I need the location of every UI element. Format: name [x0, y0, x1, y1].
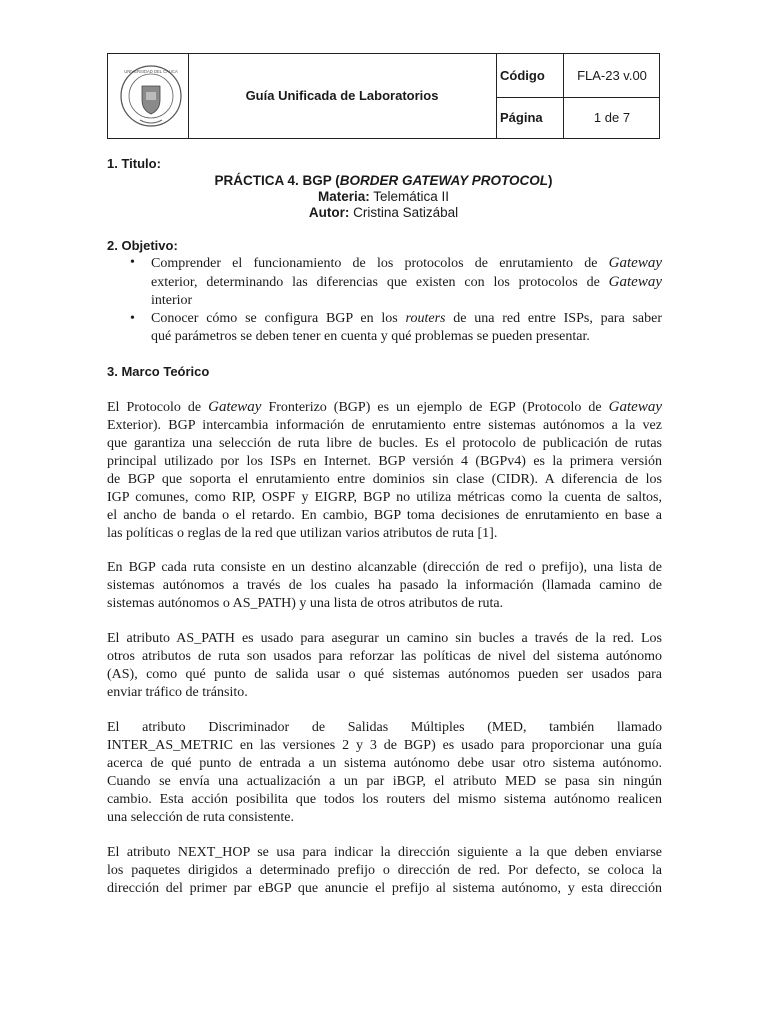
document-header: [107, 53, 660, 139]
header-divider: [496, 97, 659, 98]
practice-title: PRÁCTICA 4. BGP (BORDER GATEWAY PROTOCOL): [214, 173, 553, 188]
section-heading-title: 1. Titulo:: [107, 156, 161, 171]
code-label: Código: [500, 68, 545, 83]
subject-line: Materia: Telemática II: [317, 189, 450, 204]
paragraph: En BGP cada ruta consiste en un destino alcanzable (dirección de red o prefijo), una lista de sistemas autónomos a través de los cuales ha pasado la información (llamada camino de sistemas autónomos o AS_PATH) y una lista de otros atributos de ruta.: [107, 560, 662, 611]
objective-bullet: • Comprender el funcionamiento de los protocolos de enrutamiento de Gateway exterior, determinando las diferencias que existen con los protocolos de Gateway interior: [130, 255, 662, 308]
header-divider: [563, 54, 564, 138]
author-line: Autor: Cristina Satizábal: [308, 205, 459, 220]
bullet-dot: •: [130, 311, 135, 326]
page-value: 1 de 7: [593, 110, 631, 125]
paragraph: El Protocolo de Gateway Fronterizo (BGP) es un ejemplo de EGP (Protocolo de Gateway Exterior). BGP intercambia información de enrutamiento entre sistemas autónomos a la vez que garantiza una selección de ruta libre de bucles. Es el protocolo de publicación de rutas principal utilizado por los ISPs en Internet. BGP versión 4 (BGPv4) es la primera versión de BGP que soporta el enrutamiento entre dominios sin clase (CIDR). A diferencia de los IGP comunes, como RIP, OSPF y EIGRP, BGP no utiliza métricas como la cuenta de saltos, el ancho de banda o el retardo. En cambio, BGP toma decisiones de enrutamiento en base a las políticas o reglas de la red que utilizan varios atributos de ruta [1].: [107, 399, 662, 541]
paragraph: El atributo AS_PATH es usado para asegurar un camino sin bucles a través de la red. Los otros atributos de ruta son usados para reforzar las políticas de nivel del sistema autónomo (AS), como qué punto de salida usar o qué sistemas autónomos pueden ser usados para enviar tráfico de tránsito.: [107, 631, 662, 700]
objective-bullet: • Conocer cómo se configura BGP en los routers de una red entre ISPs, para saber qué parámetros se deben tener en cuenta y qué problemas se pueden presentar.: [130, 311, 662, 344]
page-label: Página: [500, 110, 543, 125]
header-divider: [496, 54, 497, 138]
header-title: Guía Unificada de Laboratorios: [245, 88, 439, 103]
section-heading-theory: 3. Marco Teórico: [107, 364, 210, 379]
university-seal-logo: [118, 62, 184, 132]
section-heading-objective: 2. Objetivo:: [107, 238, 178, 253]
svg-text:UNIVERSIDAD DEL CAUCA: UNIVERSIDAD DEL CAUCA: [124, 69, 178, 74]
paragraph: El atributo NEXT_HOP se usa para indicar la dirección siguiente a la que deben enviarse los paquetes dirigidos a determinado prefijo o dirección de red. Por defecto, se coloca la dirección del primer par eBGP que anuncie el prefijo al sistema autónomo, y esta dirección: [107, 845, 662, 896]
code-value: FLA-23 v.00: [577, 68, 647, 83]
paragraph: El atributo Discriminador de Salidas Múltiples (MED, también llamado INTER_AS_METRIC en las versiones 2 y 3 de BGP) es usado para proporcionar una guía acerca de qué punto de entrada a un sistema autónomo debe usar otro sistema autónomo. Cuando se envía una actualización a un par iBGP, el atributo MED se pasa sin ningún cambio. Esta acción posibilita que todos los routers del mismo sistema autónomo realicen una selección de ruta consistente.: [107, 720, 662, 825]
bullet-dot: •: [130, 255, 135, 270]
